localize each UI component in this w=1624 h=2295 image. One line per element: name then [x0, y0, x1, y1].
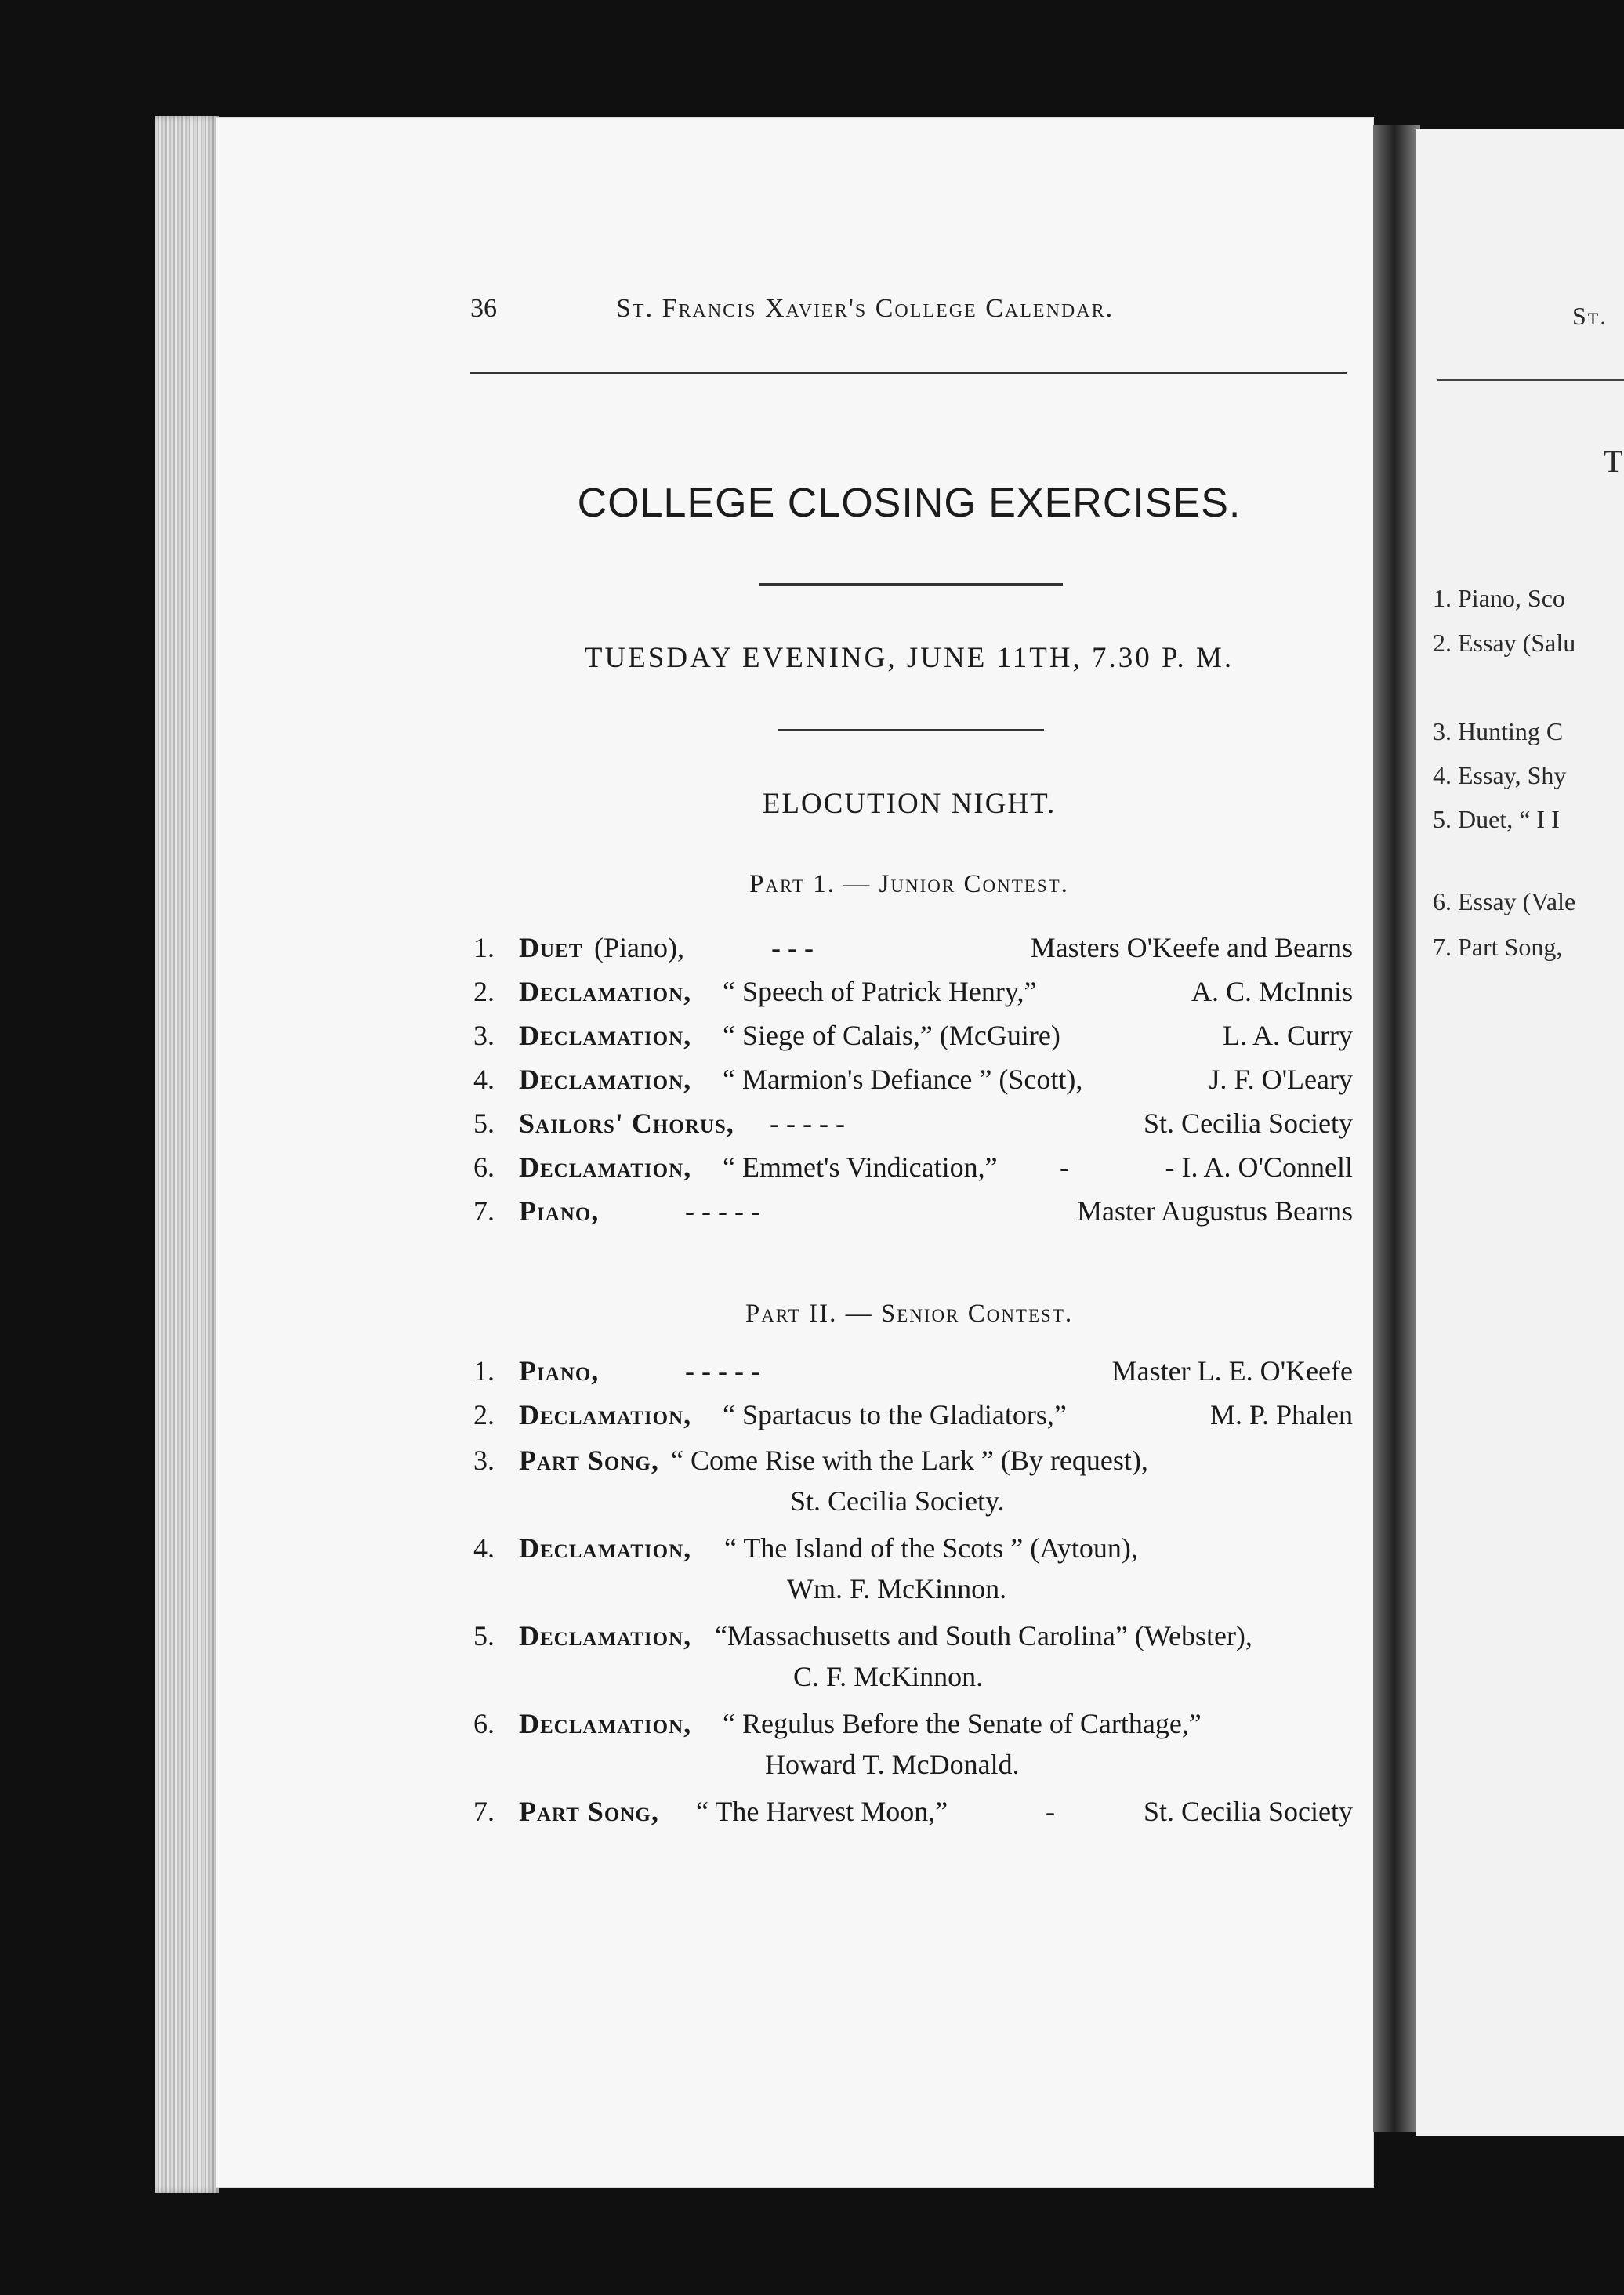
running-head — [470, 294, 1348, 333]
night-heading: ELOCUTION NIGHT. — [762, 788, 1057, 820]
item-detail: “ Emmet's Vindication,” — [723, 1151, 998, 1183]
item-number: 6. — [473, 1708, 495, 1739]
item-performer: L. A. Curry — [1223, 1020, 1353, 1051]
item-number: 3. — [473, 1445, 495, 1476]
item-dashes: - - - - - — [685, 1195, 760, 1227]
right-line-4: 4. Essay, Shy — [1433, 761, 1567, 789]
right-head-rule — [1437, 379, 1624, 381]
item-label: Duet — [519, 932, 583, 963]
item-performer: Howard T. McDonald. — [765, 1749, 1020, 1780]
right-line-5: 5. Duet, “ I I — [1433, 805, 1560, 833]
item-number: 2. — [473, 976, 495, 1007]
item-performer: J. F. O'Leary — [1209, 1064, 1353, 1095]
item-label: Declamation, — [519, 1532, 692, 1564]
item-label: Declamation, — [519, 1020, 692, 1051]
right-line-7: 7. Part Song, — [1433, 933, 1563, 961]
item-performer: St. Cecilia Society. — [790, 1485, 1005, 1517]
item-number: 7. — [473, 1195, 495, 1227]
item-label: Declamation, — [519, 1064, 692, 1095]
subtitle-rule — [778, 729, 1044, 731]
head-rule — [470, 372, 1347, 374]
item-number: 6. — [473, 1151, 495, 1183]
right-line-1: 1. Piano, Sco — [1433, 584, 1565, 612]
item-number: 7. — [473, 1796, 495, 1827]
item-label: Declamation, — [519, 1399, 692, 1430]
item-number: 2. — [473, 1399, 495, 1430]
item-performer: Wm. F. McKinnon. — [787, 1573, 1007, 1604]
item-dashes: - — [1060, 1151, 1069, 1183]
item-label: Part Song, — [519, 1796, 659, 1827]
item-dashes: - - - — [771, 932, 814, 963]
item-performer: M. P. Phalen — [1209, 1399, 1353, 1430]
right-line-3: 3. Hunting C — [1433, 717, 1564, 745]
item-detail: “ Spartacus to the Gladiators,” — [723, 1399, 1067, 1430]
item-label: Declamation, — [519, 976, 692, 1007]
part2-heading: Part II. — Senior Contest. — [745, 1300, 1074, 1328]
item-performer: Master L. E. O'Keefe — [1111, 1355, 1353, 1387]
item-performer: A. C. McInnis — [1191, 976, 1353, 1007]
item-performer: Masters O'Keefe and Bearns — [1030, 932, 1353, 963]
item-number: 4. — [473, 1064, 495, 1095]
item-dashes: - - - - - — [770, 1108, 845, 1139]
item-number: 4. — [473, 1532, 495, 1564]
item-detail: “ Regulus Before the Senate of Carthage,” — [723, 1708, 1202, 1739]
item-detail: “ Marmion's Defiance ” (Scott), — [723, 1064, 1083, 1095]
item-number: 3. — [473, 1020, 495, 1051]
page-number: 36 — [470, 294, 497, 323]
right-page — [1416, 129, 1624, 2136]
part1-heading: Part 1. — Junior Contest. — [749, 870, 1069, 898]
book-gutter — [1373, 125, 1420, 2132]
item-performer: - I. A. O'Connell — [1165, 1151, 1353, 1183]
page-edges — [155, 116, 219, 2193]
item-performer: Master Augustus Bearns — [1077, 1195, 1353, 1227]
item-dashes: - — [1046, 1796, 1055, 1827]
item-detail: “ Speech of Patrick Henry,” — [723, 976, 1037, 1007]
item-detail: “Massachusetts and South Carolina” (Webster), — [715, 1620, 1252, 1651]
item-dashes: - - - - - — [685, 1355, 760, 1387]
item-number: 5. — [473, 1108, 495, 1139]
title-rule — [759, 583, 1063, 586]
item-label: Declamation, — [519, 1151, 692, 1183]
item-label: Piano, — [519, 1355, 600, 1387]
item-performer: St. Cecilia Society — [1144, 1796, 1353, 1827]
item-number: 1. — [473, 1355, 495, 1387]
item-detail: “ The Harvest Moon,” — [696, 1796, 948, 1827]
item-detail: “ Siege of Calais,” (McGuire) — [723, 1020, 1060, 1051]
right-title-fragment: T — [1604, 444, 1623, 479]
event-date: TUESDAY EVENING, JUNE 11TH, 7.30 P. M. — [584, 642, 1234, 674]
item-performer: St. Cecilia Society — [1144, 1108, 1353, 1139]
item-label: Part Song, — [519, 1445, 659, 1476]
running-head-title: St. Francis Xavier's College Calendar. — [616, 294, 1115, 323]
item-detail: (Piano), — [594, 932, 684, 963]
item-detail: “ Come Rise with the Lark ” (By request), — [671, 1445, 1148, 1476]
right-line-6: 6. Essay (Vale — [1433, 887, 1576, 915]
item-label: Piano, — [519, 1195, 600, 1227]
item-number: 5. — [473, 1620, 495, 1651]
page-title: COLLEGE CLOSING EXERCISES. — [577, 480, 1242, 526]
item-label: Declamation, — [519, 1620, 692, 1651]
item-label: Declamation, — [519, 1708, 692, 1739]
right-line-2: 2. Essay (Salu — [1433, 629, 1576, 657]
right-running-head: St. — [1572, 302, 1608, 330]
item-performer: C. F. McKinnon. — [793, 1661, 984, 1692]
item-detail: “ The Island of the Scots ” (Aytoun), — [724, 1532, 1138, 1564]
item-number: 1. — [473, 932, 495, 963]
item-label: Sailors' Chorus, — [519, 1108, 734, 1139]
